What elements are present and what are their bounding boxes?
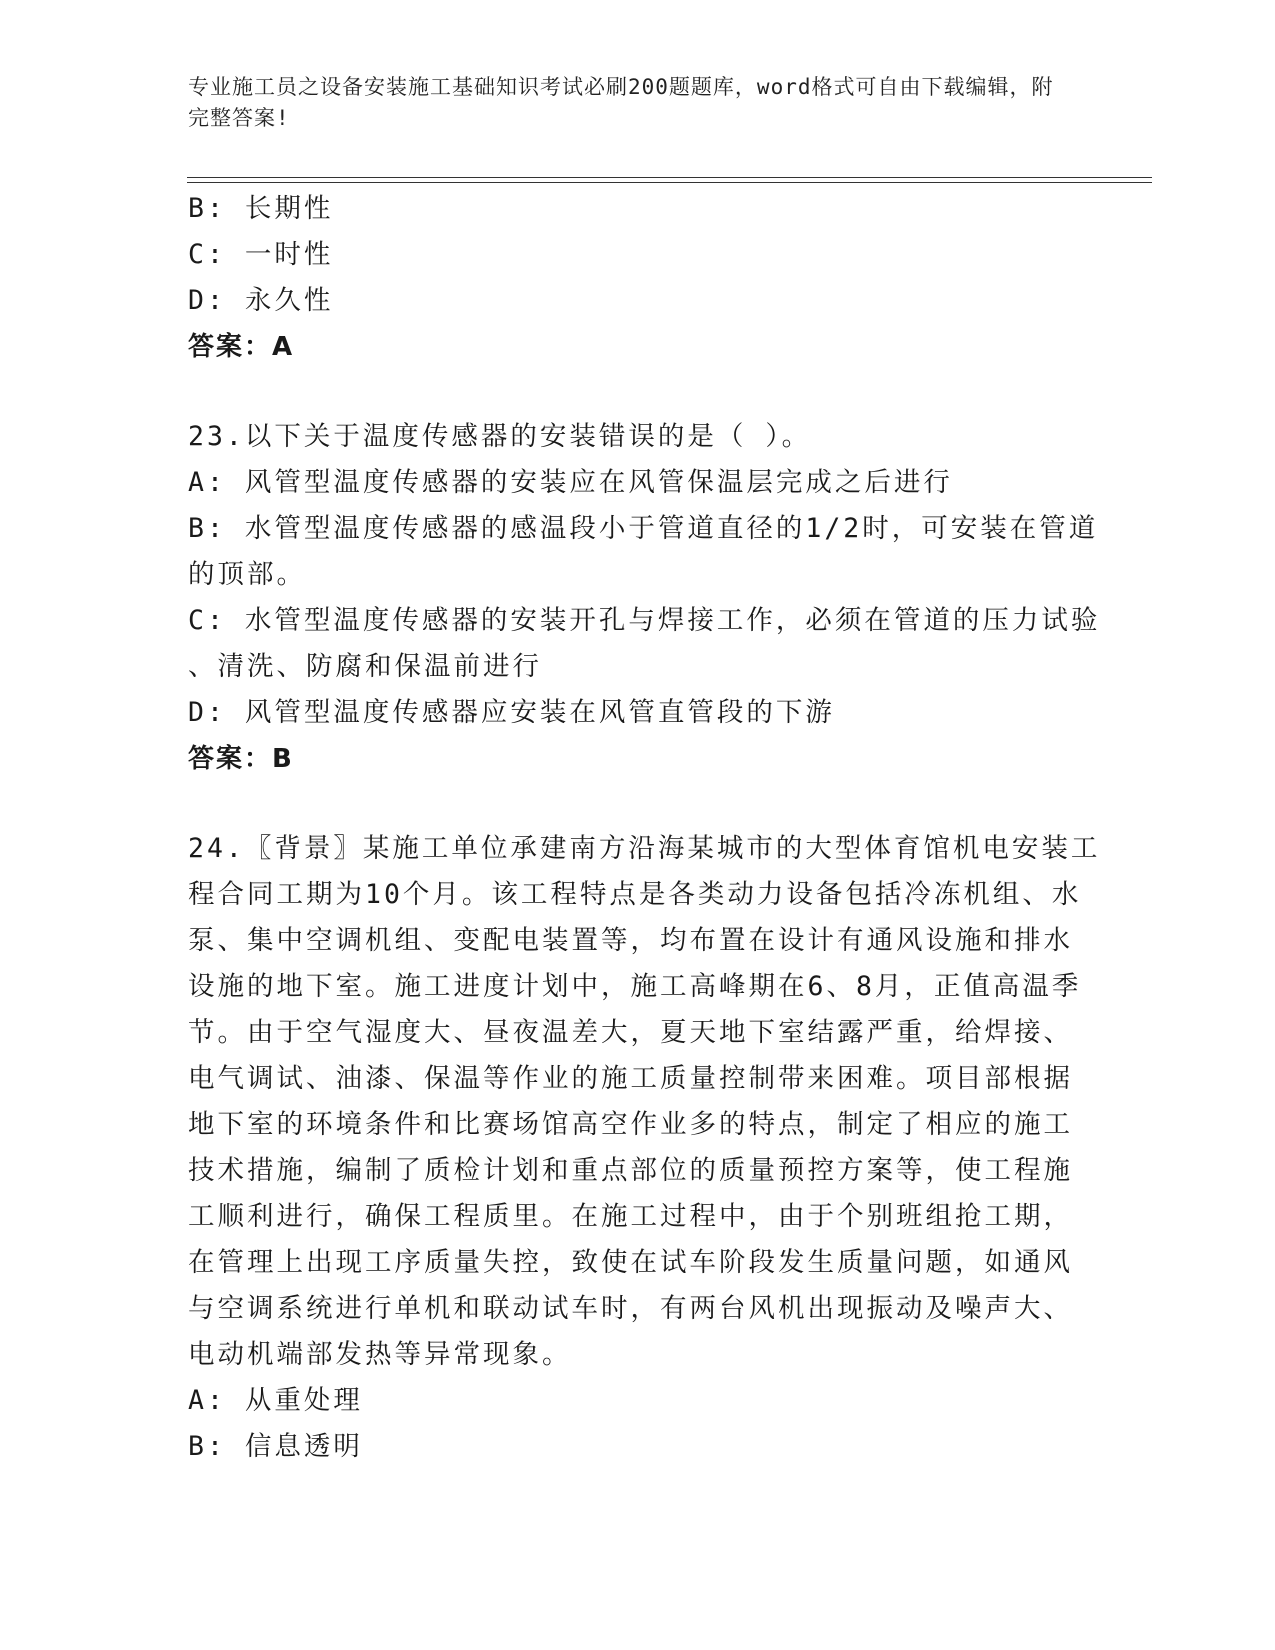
q24-stem-line: 在管理上出现工序质量失控，致使在试车阶段发生质量问题，如通风 xyxy=(188,1247,1073,1278)
q24-stem-line: 设施的地下室。施工进度计划中，施工高峰期在6、8月，正值高温季 xyxy=(188,971,1082,1002)
q24-stem-line: 电动机端部发热等异常现象。 xyxy=(188,1339,572,1370)
q22-option-c: C: 一时性 xyxy=(188,239,334,270)
q24-stem-line: 电气调试、油漆、保温等作业的施工质量控制带来困难。项目部根据 xyxy=(188,1063,1073,1094)
q22-option-d: D: 永久性 xyxy=(188,285,334,316)
q23-option-d: D: 风管型温度传感器应安装在风管直管段的下游 xyxy=(188,697,835,728)
header-rule-bottom xyxy=(187,182,1152,183)
document-body xyxy=(188,186,1101,1470)
q24-stem-line: 与空调系统进行单机和联动试车时，有两台风机出现振动及噪声大、 xyxy=(188,1293,1073,1324)
q23-option-a: A: 风管型温度传感器的安装应在风管保温层完成之后进行 xyxy=(188,467,953,498)
q22-option-b: B: 长期性 xyxy=(188,193,334,224)
q23-answer: 答案：B xyxy=(188,744,294,774)
q22-answer: 答案：A xyxy=(188,332,295,362)
q24-stem-line: 工顺利进行，确保工程质里。在施工过程中，由于个别班组抢工期， xyxy=(188,1201,1073,1232)
q23-option-b-line2: 的顶部。 xyxy=(188,559,306,590)
q23-option-c-line1: C: 水管型温度传感器的安装开孔与焊接工作，必须在管道的压力试验 xyxy=(188,605,1101,636)
q24-stem-line: 节。由于空气湿度大、昼夜温差大，夏天地下室结露严重，给焊接、 xyxy=(188,1017,1073,1048)
q23-option-c-line2: 、清洗、防腐和保温前进行 xyxy=(188,651,542,682)
q24-option-a: A: 从重处理 xyxy=(188,1385,363,1416)
q23-stem: 23.以下关于温度传感器的安装错误的是（ ）。 xyxy=(188,421,812,452)
q24-stem-line: 泵、集中空调机组、变配电装置等，均布置在设计有通风设施和排水 xyxy=(188,925,1073,956)
q23-option-b-line1: B: 水管型温度传感器的感温段小于管道直径的1/2时，可安装在管道 xyxy=(188,513,1099,544)
q24-stem-line: 24.〖背景〗某施工单位承建南方沿海某城市的大型体育馆机电安装工 xyxy=(188,833,1101,864)
document-header: 专业施工员之设备安装施工基础知识考试必刷200题题库，word格式可自由下载编辑，附完整答案! xyxy=(188,75,1054,130)
q24-option-b: B: 信息透明 xyxy=(188,1431,363,1462)
q24-stem-line: 技术措施，编制了质检计划和重点部位的质量预控方案等，使工程施 xyxy=(188,1155,1073,1186)
q24-stem-line: 地下室的环境条件和比赛场馆高空作业多的特点，制定了相应的施工 xyxy=(188,1109,1073,1140)
header-rule-top xyxy=(187,177,1152,178)
q24-stem-line: 程合同工期为10个月。该工程特点是各类动力设备包括冷冻机组、水 xyxy=(188,879,1082,910)
